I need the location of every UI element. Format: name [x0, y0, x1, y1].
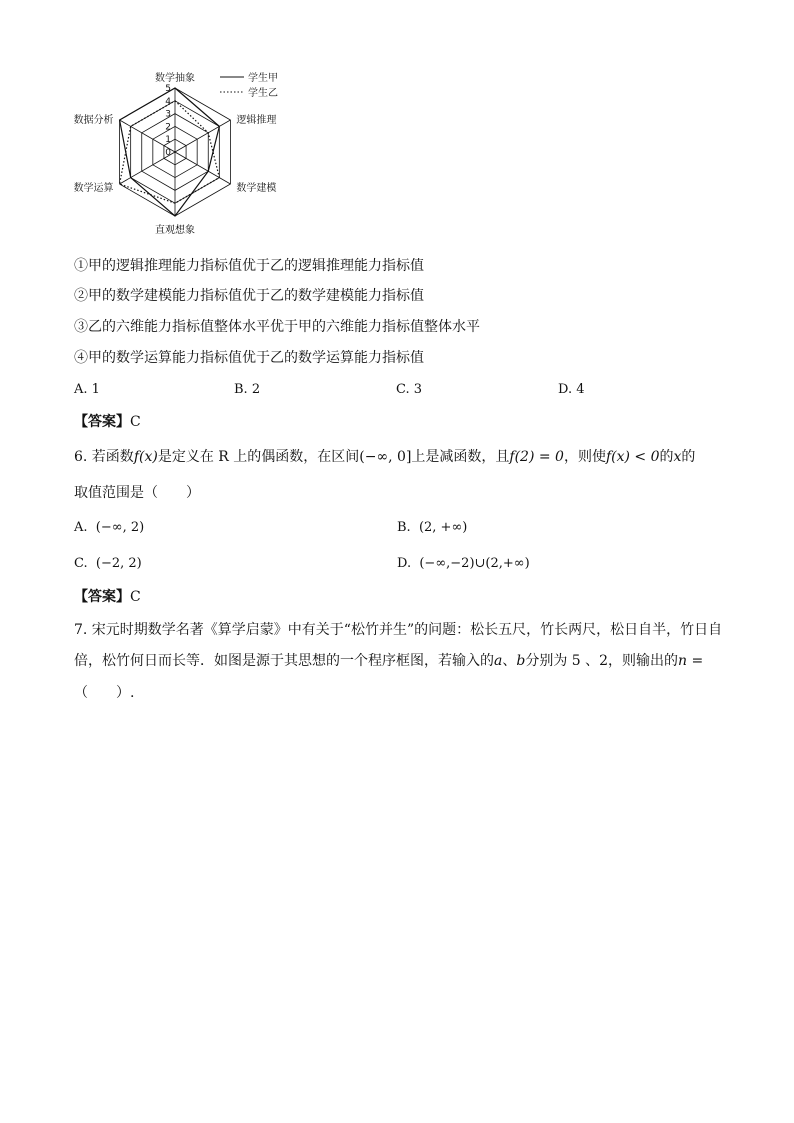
q7-text: 倍，松竹何日而长等．如图是源于其思想的一个程序框图，若输入的	[74, 653, 494, 669]
q6-text: 是定义在 R 上的偶函数，在区间	[157, 449, 360, 465]
q6-line-1	[74, 448, 695, 466]
option-value: (2, +∞)	[418, 520, 468, 535]
radar-tick-label: 1	[165, 135, 171, 146]
radar-legend	[220, 71, 278, 99]
math-n: n	[678, 653, 688, 669]
q5-answer	[74, 413, 141, 431]
math-interval: (−∞, 0]	[359, 449, 412, 465]
legend-label-jia: 学生甲	[248, 73, 278, 84]
math-b: b	[516, 653, 526, 669]
radar-axis-label: 数学建模	[236, 183, 277, 194]
q5-option-a: A. 1	[74, 382, 100, 397]
q6-option-c	[74, 556, 142, 571]
statement-1: ①甲的逻辑推理能力指标值优于乙的逻辑推理能力指标值	[74, 258, 424, 274]
radar-axis-label: 逻辑推理	[236, 115, 277, 126]
answer-tag: 【答案】	[74, 589, 130, 605]
q5-option-d: D. 4	[558, 382, 585, 397]
radar-axis-label: 数据分析	[73, 115, 114, 126]
answer-value: C	[130, 414, 141, 430]
radar-tick-label: 3	[165, 109, 171, 120]
radar-axis-label: 数学抽象	[155, 73, 195, 84]
q6-text: 的	[681, 449, 696, 465]
q7-text: =	[687, 653, 704, 669]
q7-line-2	[74, 652, 703, 670]
answer-tag: 【答案】	[74, 414, 130, 430]
q6-option-d	[397, 556, 530, 571]
option-label: A.	[74, 520, 88, 535]
q5-option-c: C. 3	[396, 382, 423, 397]
legend-label-yi: 学生乙	[248, 88, 278, 99]
option-label: D.	[397, 556, 412, 571]
q6-option-b	[397, 520, 467, 535]
math-a: a	[494, 653, 503, 669]
q6-text: 上是减函数，且	[411, 449, 510, 465]
q7-text: 分别为 5 、2，则输出的	[525, 653, 679, 669]
statement-3: ③乙的六维能力指标值整体水平优于甲的六维能力指标值整体水平	[74, 319, 480, 335]
q6-text: ，则使	[563, 449, 606, 465]
math-x: x	[673, 449, 682, 465]
radar-tick-label: 5	[165, 84, 171, 94]
q6-text: 6. 若函数	[74, 449, 134, 465]
q6-answer	[74, 588, 141, 606]
option-label: C.	[74, 556, 88, 571]
option-value: (−2, 2)	[95, 556, 142, 571]
radar-tick-label: 0	[165, 148, 171, 158]
q5-option-b: B. 2	[234, 382, 261, 397]
option-value: (−∞,−2)∪(2,+∞)	[419, 556, 530, 571]
math-f2: f(2) = 0	[509, 449, 564, 465]
radar-grid	[120, 88, 231, 216]
radar-axis-label: 直观想象	[155, 225, 195, 236]
statement-4: ④甲的数学运算能力指标值优于乙的数学运算能力指标值	[74, 350, 424, 366]
radar-spoke	[175, 120, 230, 152]
q7-line-1: 7. 宋元时期数学名著《算学启蒙》中有关于“松竹并生”的问题：松长五尺，竹长两尺，松日自半，竹日自	[74, 622, 723, 638]
option-label: B.	[397, 520, 411, 535]
math-fx: f(x)	[133, 449, 158, 465]
math-ineq: f(x) < 0	[605, 449, 660, 465]
radar-tick-label: 2	[165, 122, 171, 133]
q6-line-2: 取值范围是（ ）	[74, 485, 200, 501]
q6-text: 的	[659, 449, 674, 465]
option-value: (−∞, 2)	[95, 520, 145, 535]
q7-text: 、	[502, 653, 517, 669]
radar-tick-label: 4	[165, 96, 171, 107]
answer-value: C	[130, 589, 141, 605]
radar-chart	[60, 62, 300, 242]
statement-2: ②甲的数学建模能力指标值优于乙的数学建模能力指标值	[74, 288, 424, 304]
q7-line-3: （ ）.	[74, 685, 135, 701]
radar-axis-label: 数学运算	[73, 183, 114, 194]
q6-option-a	[74, 520, 144, 535]
